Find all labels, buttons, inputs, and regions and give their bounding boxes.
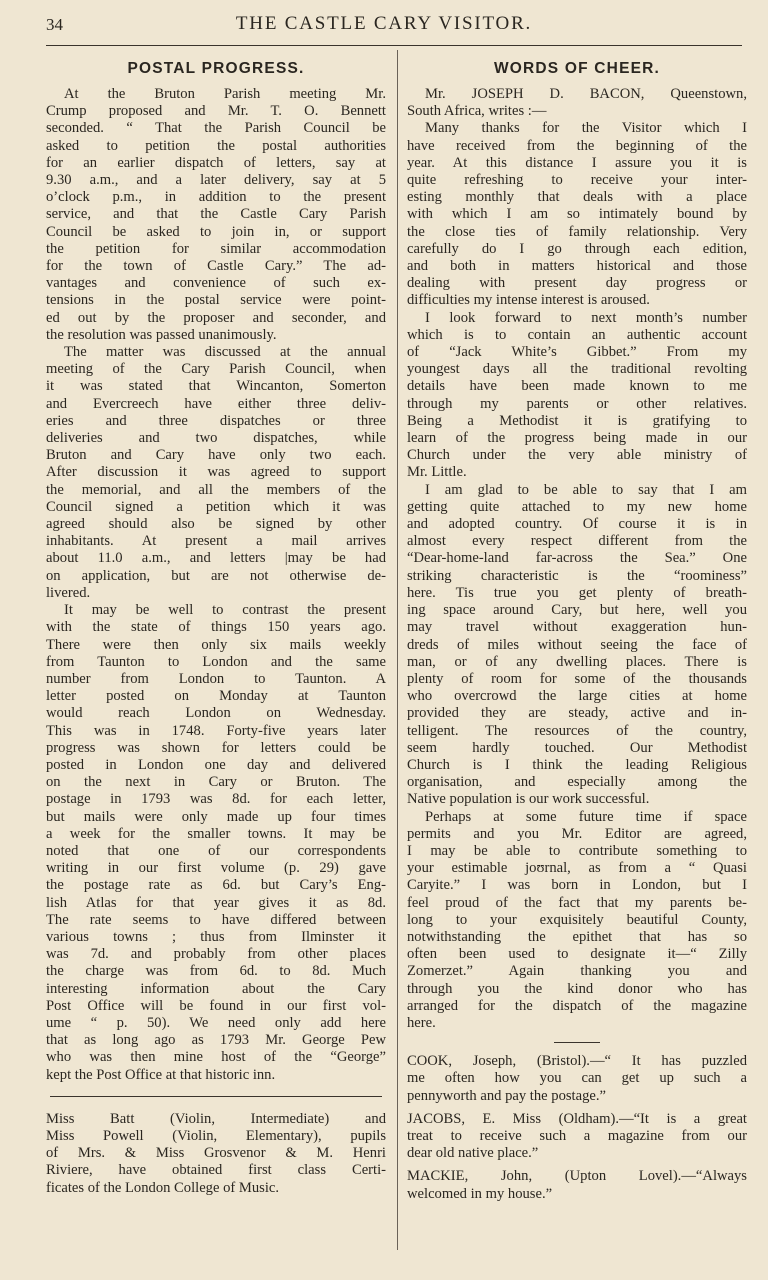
- text-line: kept the Post Office at that historic inn.: [46, 1066, 276, 1083]
- text-line: progress was shown for letters could be: [46, 739, 386, 756]
- text-line: ficates of the London College of Music.: [46, 1179, 280, 1196]
- text-line: may travel without exaggeration hun-: [407, 619, 747, 636]
- text-line: The matter was discussed at the annual: [64, 344, 386, 361]
- text-line: youngest days all the traditional revolting: [407, 361, 747, 378]
- article-title-words-of-cheer: WORDS OF CHEER.: [493, 60, 661, 77]
- reader-comments: [407, 1053, 747, 1203]
- text-line: Bruton and Cary have only two each.: [46, 447, 386, 464]
- text-line: through my parents or other relatives.: [407, 395, 747, 412]
- right-paragraph-1: [407, 86, 747, 120]
- text-line: which is to contain an authentic account: [407, 326, 747, 343]
- text-line: of Mrs. & Miss Grosvenor & M. Henri: [46, 1145, 386, 1162]
- text-line: Native population is our work successful.: [407, 791, 650, 808]
- comment-cook: [407, 1053, 747, 1105]
- text-line: a week for the smaller towns. It may be: [46, 825, 386, 842]
- text-line: asked to petition the postal authorities: [46, 137, 386, 154]
- text-line: of “Jack White’s Gibbet.” From my: [407, 344, 747, 361]
- text-line: Council be asked to join in, or support: [46, 223, 386, 240]
- right-paragraph-5: [407, 809, 747, 1033]
- text-line: on the next in Cary or Bruton. The: [46, 774, 386, 791]
- text-line: your estimable joʊrnal, as from a “ Quasi: [407, 860, 747, 877]
- text-line: the charge was from 6d. to 8d. Much: [46, 963, 386, 980]
- text-line: arranged for the dispatch of the magazine: [407, 997, 747, 1014]
- text-line: COOK, Joseph, (Bristol).—“ It has puzzled: [407, 1053, 747, 1070]
- text-line: eries and three dispatches or three: [46, 412, 386, 429]
- text-line: with which I am so intimately bound by: [407, 206, 747, 223]
- text-line: letter posted on Monday at Taunton: [46, 688, 386, 705]
- text-line: number from London to Taunton. A: [46, 670, 386, 687]
- text-line: welcomed in my house.”: [407, 1185, 553, 1202]
- text-line: Miss Batt (Violin, Intermediate) and: [46, 1110, 386, 1127]
- text-line: Being a Methodist it is gratifying to: [407, 412, 747, 429]
- text-line: agreed should also be signed by other: [46, 516, 386, 533]
- text-line: the postage rate as 6d. but Cary’s Eng-: [46, 877, 386, 894]
- text-line: dreds of miles without seeing the face of: [407, 636, 747, 653]
- text-line: There were then only six mails weekly: [46, 636, 386, 653]
- text-line: quite refreshing to receive your inter-: [407, 172, 747, 189]
- text-line: here. Tis true you get plenty of breath-: [407, 584, 747, 601]
- text-line: “Dear-home-land far-across the Sea.” One: [407, 550, 747, 567]
- article-title-postal-progress: POSTAL PROGRESS.: [127, 60, 305, 77]
- text-line: treat to receive such a magazine from our: [407, 1127, 747, 1144]
- text-line: have received from the beginning of the: [407, 137, 747, 154]
- left-paragraph-3: [46, 602, 386, 1084]
- text-line: posted in London one day and delivered: [46, 756, 386, 773]
- text-line: and both in matters historical and those: [407, 258, 747, 275]
- text-line: dear old native place.”: [407, 1145, 539, 1162]
- column-divider: [397, 50, 398, 1250]
- text-line: At the Bruton Parish meeting Mr.: [64, 86, 386, 102]
- text-line: Caryite.” I was born in London, but I: [407, 877, 747, 894]
- text-line: postage in 1793 was 8d. for each letter,: [46, 791, 386, 808]
- text-line: interesting information about the Cary: [46, 980, 386, 997]
- text-line: After discussion it was agreed to support: [46, 464, 386, 481]
- text-line: permits and you Mr. Editor are agreed,: [407, 825, 747, 842]
- page-header: [0, 0, 768, 46]
- left-paragraph-1: [46, 86, 386, 344]
- text-line: me often how you can get up such a: [407, 1070, 747, 1087]
- text-line: vantages and convenience of such ex-: [46, 275, 386, 292]
- header-rule: [46, 45, 742, 46]
- text-line: seconded. “ That the Parish Council be: [46, 120, 386, 137]
- text-line: Miss Powell (Violin, Elementary), pupils: [46, 1127, 386, 1144]
- text-line: who was then mine host of the “George”: [46, 1049, 386, 1066]
- text-line: here.: [407, 1014, 436, 1031]
- text-line: about 11.0 a.m., and letters |may be had: [46, 550, 386, 567]
- text-line: deliveries and two dispatches, while: [46, 430, 386, 447]
- text-line: feel proud of the fact that my parents be-: [407, 894, 747, 911]
- text-line: Post Office will be found in our first vol-: [46, 997, 386, 1014]
- text-line: carefully do I go through each edition,: [407, 240, 747, 257]
- text-line: the resolution was passed unanimously.: [46, 326, 277, 343]
- text-line: plenty of room for some of the thousands: [407, 670, 747, 687]
- text-line: Crump proposed and Mr. T. O. Bennett: [46, 103, 386, 120]
- text-line: Mr. JOSEPH D. BACON, Queenstown,: [425, 86, 747, 102]
- text-line: the petition for similar accommodation: [46, 240, 386, 257]
- text-line: man, or of any dwelling places. There is: [407, 653, 747, 670]
- text-line: dealing with present day progress or: [407, 275, 747, 292]
- text-line: It may be well to contrast the present: [64, 602, 386, 619]
- text-line: learn of the progress being made in our: [407, 430, 747, 447]
- note-paragraph: [46, 1111, 386, 1197]
- text-line: JACOBS, E. Miss (Oldham).—“It is a great: [407, 1110, 747, 1127]
- text-line: inhabitants. At present a mail arrives: [46, 533, 386, 550]
- text-line: I am glad to be able to say that I am: [425, 481, 747, 498]
- text-line: MACKIE, John, (Upton Lovel).—“Always: [407, 1168, 747, 1185]
- music-certificates-note: [46, 1111, 386, 1197]
- text-line: telligent. The resources of the country,: [407, 722, 747, 739]
- running-title: THE CASTLE CARY VISITOR.: [235, 13, 533, 34]
- text-line: meeting of the Cary Parish Council, when: [46, 361, 386, 378]
- section-rule: [50, 1096, 382, 1097]
- text-line: was 7d. and probably from other places: [46, 946, 386, 963]
- text-line: I may be able to contribute something to: [407, 842, 747, 859]
- text-line: but mails were only made up four times: [46, 808, 386, 825]
- text-line: ing space around Cary, but here, well you: [407, 602, 747, 619]
- text-line: noted that one of our correspondents: [46, 842, 386, 859]
- text-line: year. At this distance I assure you it is: [407, 154, 747, 171]
- short-rule: [554, 1042, 600, 1043]
- text-line: the memorial, and all the members of the: [46, 481, 386, 498]
- text-line: from Taunton to London and the same: [46, 653, 386, 670]
- text-line: and adopted country. Of course it is in: [407, 516, 747, 533]
- text-line: details have been made known to me: [407, 378, 747, 395]
- text-line: it was stated that Wincanton, Somerton: [46, 378, 386, 395]
- text-line: Riviere, have obtained first class Certi-: [46, 1162, 386, 1179]
- text-line: for an earlier dispatch of letters, say at: [46, 154, 386, 171]
- text-line: Perhaps at some future time if space: [425, 808, 747, 825]
- right-column: [407, 60, 747, 1203]
- comment-jacobs: [407, 1111, 747, 1163]
- left-paragraph-2: [46, 344, 386, 602]
- text-line: Zomerzet.” Again thanking you and: [407, 963, 747, 980]
- text-line: The rate seems to have differed between: [46, 911, 386, 928]
- text-line: writing in our first volume (p. 29) gave: [46, 860, 386, 877]
- text-line: pennyworth and pay the postage.”: [407, 1087, 606, 1104]
- text-line: livered.: [46, 584, 91, 601]
- text-line: for the town of Castle Cary.” The ad-: [46, 258, 386, 275]
- text-line: with the state of things 150 years ago.: [46, 619, 386, 636]
- text-line: Many thanks for the Visitor which I: [425, 120, 747, 137]
- page-number: 34: [46, 15, 63, 34]
- text-line: esting monthly that deals with a place: [407, 189, 747, 206]
- text-line: ume “ p. 50). We need only add here: [46, 1014, 386, 1031]
- text-line: on application, but are not otherwise de-: [46, 567, 386, 584]
- text-line: Church under the very able ministry of: [407, 447, 747, 464]
- text-line: long to your exquisitely beautiful County,: [407, 911, 747, 928]
- text-line: notwithstanding the epithet that has so: [407, 928, 747, 945]
- text-line: Council signed a petition which it was: [46, 498, 386, 515]
- text-line: who overcrowd the large cities at home: [407, 688, 747, 705]
- text-line: difficulties my intense interest is aroused.: [407, 292, 650, 309]
- text-line: striking characteristic is the “roominess”: [407, 567, 747, 584]
- left-column: [46, 60, 386, 1201]
- text-line: often been used to designate it—“ Zilly: [407, 946, 747, 963]
- text-line: provided they are steady, active and in-: [407, 705, 747, 722]
- text-line: seem hardly touched. Our Methodist: [407, 739, 747, 756]
- text-line: that as long ago as 1793 Mr. George Pew: [46, 1032, 386, 1049]
- text-line: o’clock p.m., in addition to the present: [46, 189, 386, 206]
- text-line: South Africa, writes :—: [407, 103, 547, 120]
- text-line: 9.30 a.m., and a later delivery, say at 5: [46, 172, 386, 189]
- text-line: lish Atlas for that year gives it as 8d.: [46, 894, 386, 911]
- text-line: and Evercreech have either three deliv-: [46, 395, 386, 412]
- text-line: the close ties of family relationship. Very: [407, 223, 747, 240]
- text-line: tensions in the postal service were point-: [46, 292, 386, 309]
- text-line: service, and that the Castle Cary Parish: [46, 206, 386, 223]
- text-line: I look forward to next month’s number: [425, 309, 747, 326]
- text-line: Church is I think the leading Religious: [407, 756, 747, 773]
- text-line: various towns ; thus from Ilminster it: [46, 928, 386, 945]
- text-line: Mr. Little.: [407, 464, 467, 481]
- comment-mackie: [407, 1168, 747, 1202]
- text-line: through you the kind donor who has: [407, 980, 747, 997]
- right-paragraph-4: [407, 482, 747, 809]
- text-line: getting quite attached to my new home: [407, 498, 747, 515]
- text-line: This was in 1748. Forty-five years later: [46, 722, 386, 739]
- right-paragraph-2: [407, 120, 747, 309]
- text-line: almost every respect different from the: [407, 533, 747, 550]
- text-line: ed out by the proposer and seconder, and: [46, 309, 386, 326]
- text-line: would reach London on Wednesday.: [46, 705, 386, 722]
- right-paragraph-3: [407, 310, 747, 482]
- text-line: organisation, and especially among the: [407, 774, 747, 791]
